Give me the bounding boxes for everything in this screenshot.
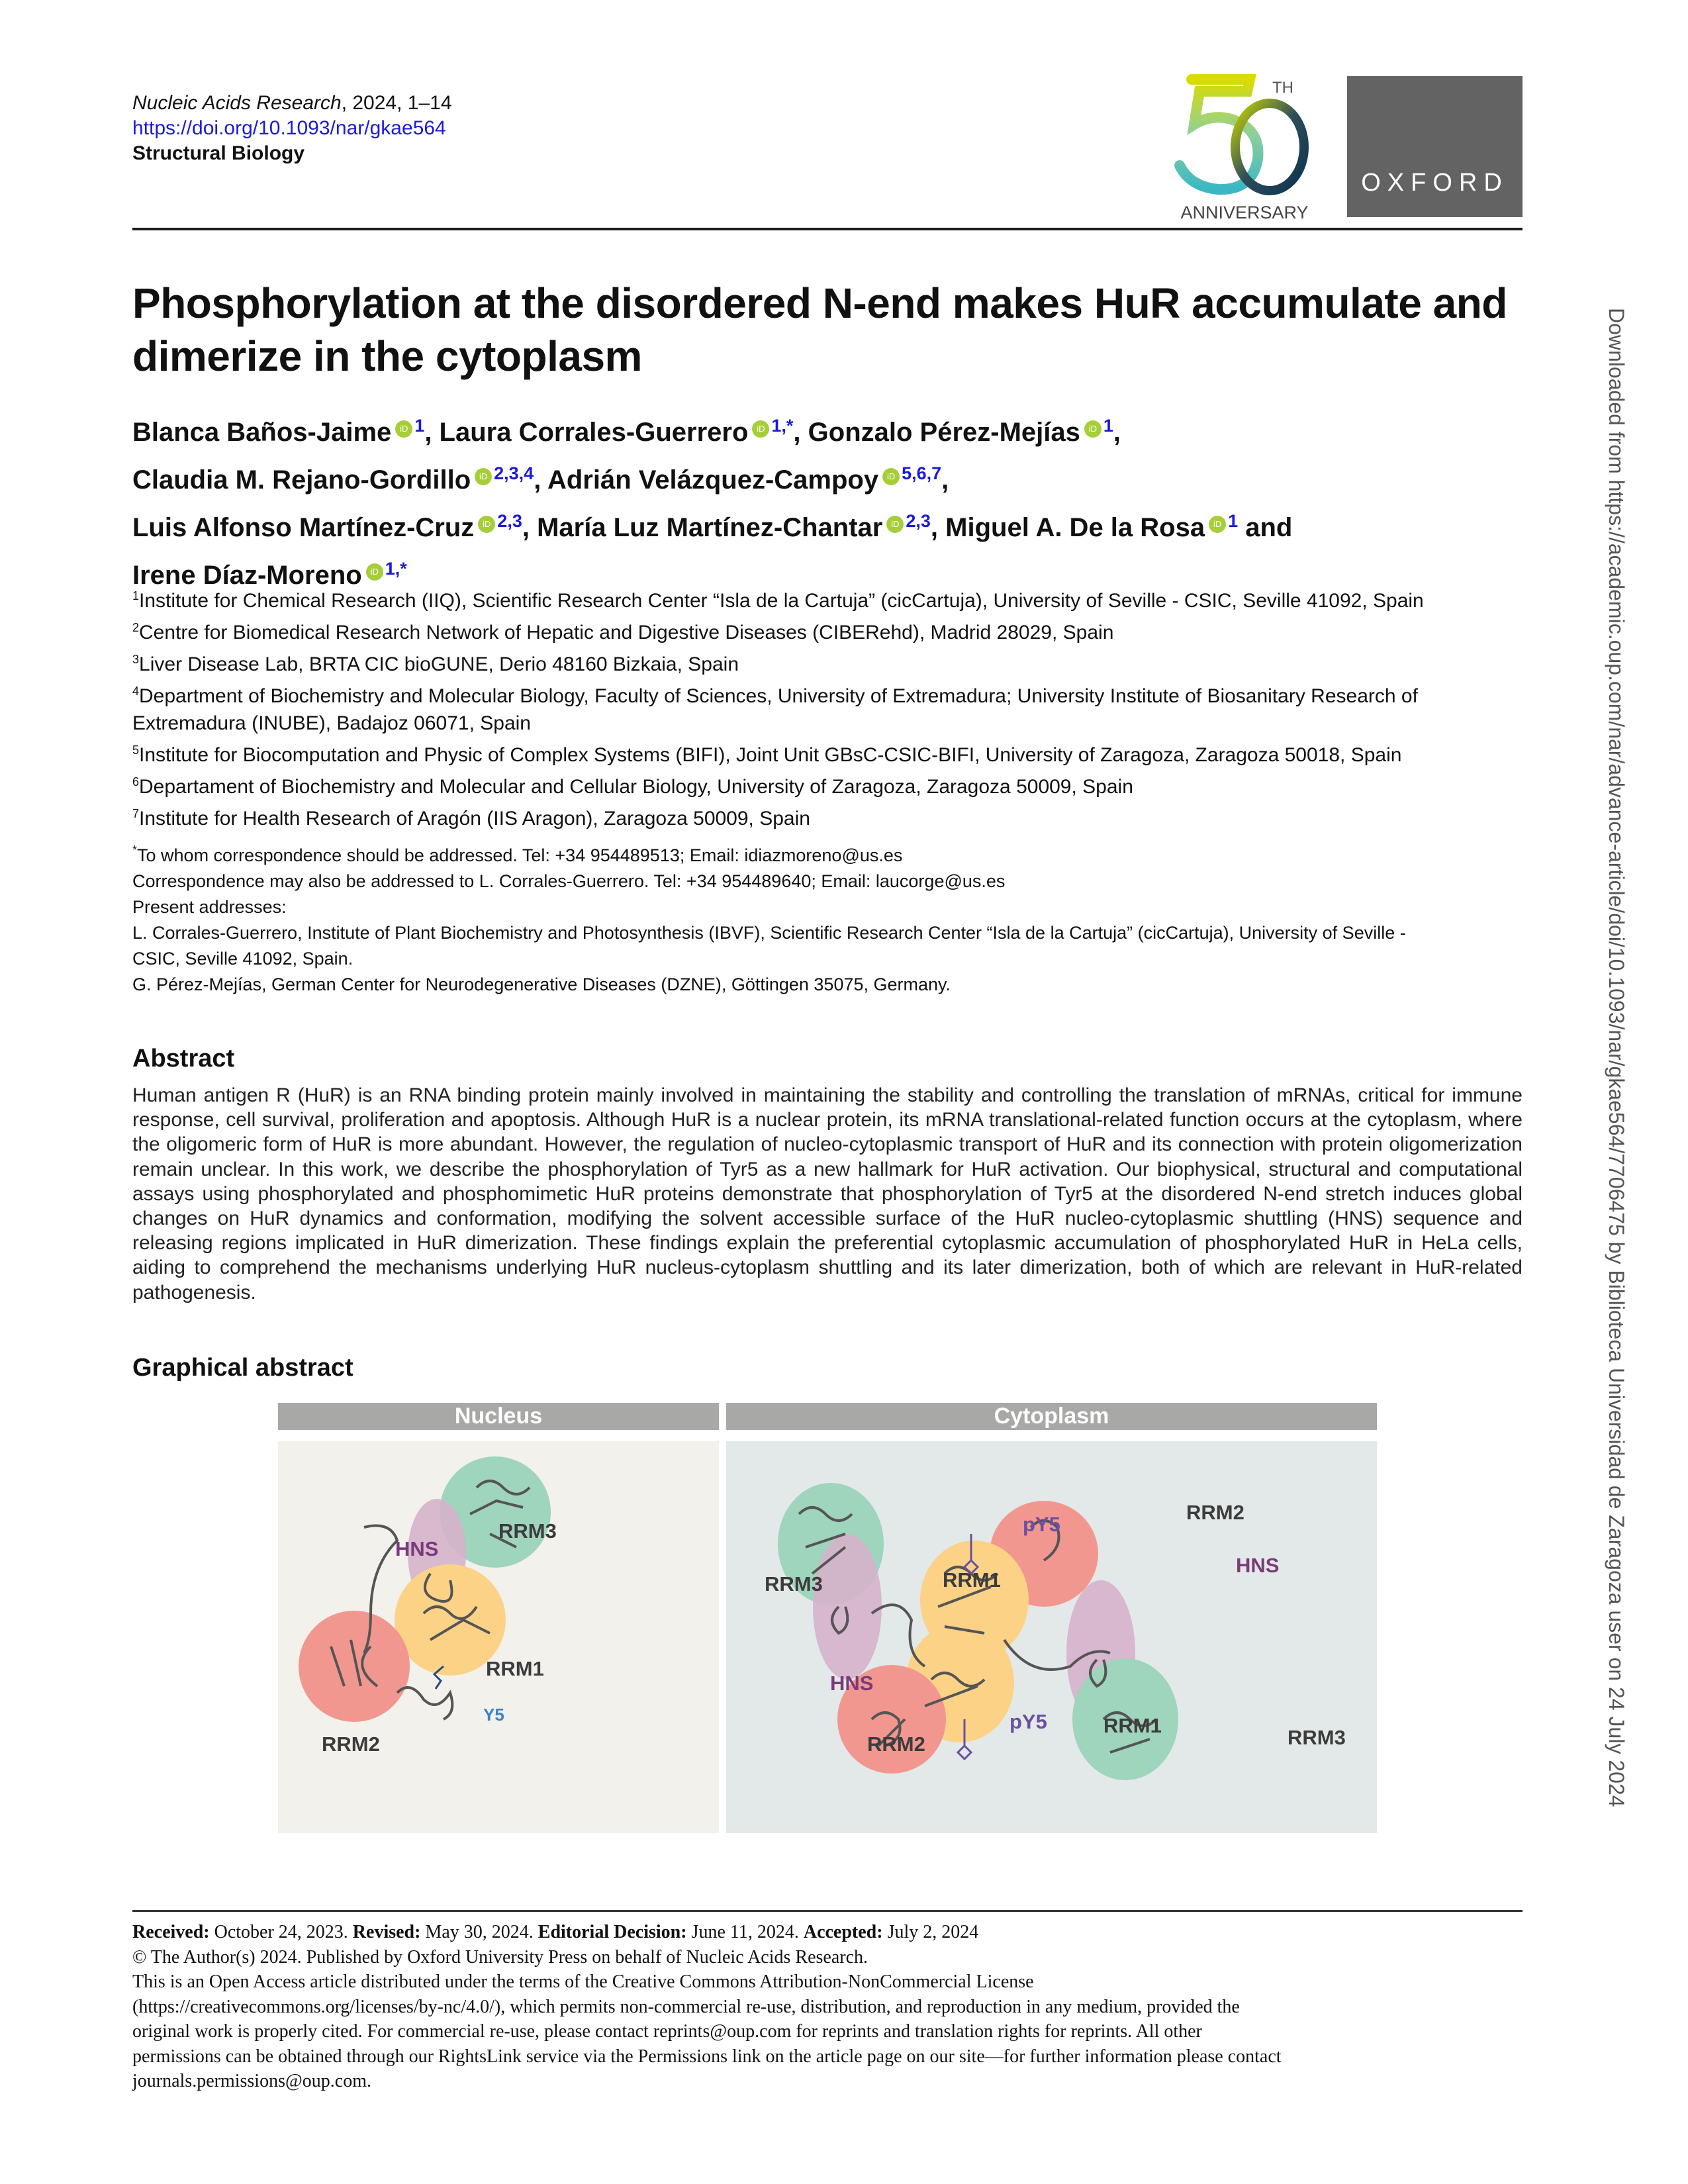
- affiliation-text: Institute for Biocomputation and Physic of Complex Systems (BIFI), Joint Unit GBsC-CSIC-BIFI, University of Zaragoza, Zaragoza 50018, Spain: [139, 744, 1402, 766]
- author-affiliation-marker[interactable]: 1,*: [771, 416, 794, 436]
- orcid-icon[interactable]: iD: [752, 420, 769, 438]
- author-separator: ,: [941, 465, 949, 495]
- affiliation-item: [132, 614, 1536, 646]
- abstract-heading: Abstract: [132, 1045, 235, 1072]
- author-name: Irene Díaz-Moreno: [132, 561, 362, 590]
- author-list: [132, 405, 1536, 596]
- author-name: Laura Corrales-Guerrero: [439, 418, 749, 447]
- hns-region-a: [813, 1534, 882, 1680]
- label-rrm3-a: RRM3: [765, 1572, 823, 1595]
- author-name: Adrián Velázquez-Campoy: [547, 465, 879, 495]
- affiliation-number: 7: [132, 807, 140, 820]
- correspondence-text: To whom correspondence should be addressed. Tel: +34 954489513; Email: idiazmoreno@us.es: [137, 845, 903, 865]
- author-separator: ,: [424, 418, 440, 447]
- affiliation-item: [132, 646, 1536, 678]
- logo-th: TH: [1272, 79, 1293, 97]
- correspondence-line: [132, 837, 1536, 869]
- author-name: Miguel A. De la Rosa: [945, 513, 1205, 542]
- license-line: permissions can be obtained through our RightsLink service via the Permissions link on the article page on our site—for further information please contact: [132, 2046, 1282, 2067]
- correspondence-line: Correspondence may also be addressed to L. Corrales-Guerrero. Tel: +34 954489640; Email: laucorge@us.es: [132, 871, 1006, 891]
- affiliation-number: 5: [132, 743, 140, 757]
- affiliation-text: Departament of Biochemistry and Molecular and Cellular Biology, University of Zaragoza, Zaragoza 50009, Spain: [139, 776, 1133, 798]
- label-rrm1-b: RRM1: [1103, 1714, 1162, 1737]
- journal-citation: [132, 91, 452, 115]
- author-separator: ,: [534, 465, 547, 495]
- orcid-icon[interactable]: iD: [395, 420, 412, 438]
- license-line: (https://creativecommons.org/licenses/by-nc/4.0/), which permits non-commercial re-use, distribution, and reproduction in any medium, provided the: [132, 1996, 1240, 2017]
- affiliation-number: 3: [132, 653, 140, 666]
- affiliation-item: [132, 678, 1536, 737]
- graphical-abstract-heading: Graphical abstract: [132, 1354, 353, 1382]
- article-footer: [132, 1920, 1523, 2094]
- author-affiliation-marker[interactable]: 1: [1103, 416, 1113, 436]
- label-rrm1: RRM1: [486, 1657, 544, 1680]
- label-hns-a: HNS: [1236, 1554, 1280, 1577]
- affiliation-item: [132, 737, 1536, 769]
- affiliation-number: 6: [132, 775, 140, 788]
- received-date: October 24, 2023.: [209, 1922, 353, 1942]
- cytoplasm-panel: [726, 1441, 1377, 1833]
- author-affiliation-marker[interactable]: 1: [414, 416, 425, 436]
- orcid-icon[interactable]: iD: [886, 516, 904, 533]
- journal-name: Nucleic Acids Research: [132, 92, 342, 114]
- orcid-icon[interactable]: iD: [1209, 516, 1226, 533]
- author-separator: ,: [1113, 418, 1121, 447]
- rrm2-domain: [299, 1611, 410, 1722]
- article-dates: [132, 1920, 1523, 1945]
- label-rrm2: RRM2: [322, 1733, 380, 1756]
- author-affiliation-marker[interactable]: 1,*: [385, 559, 407, 579]
- article-title: Phosphorylation at the disordered N-end makes HuR accumulate and dimerize in the cytoplasm: [132, 279, 1507, 380]
- affiliation-text: Institute for Health Research of Aragón (IIS Aragon), Zaragoza 50009, Spain: [139, 808, 810, 830]
- author-affiliation-marker[interactable]: 1: [1228, 511, 1239, 531]
- affiliation-number: 1: [132, 589, 140, 602]
- author-affiliation-marker[interactable]: 2,3: [497, 511, 522, 531]
- label-hns-b: HNS: [830, 1672, 874, 1695]
- orcid-icon[interactable]: iD: [1084, 420, 1102, 438]
- label-rrm2-b: RRM2: [867, 1733, 925, 1756]
- nucleus-panel-title: Nucleus: [278, 1403, 719, 1430]
- revised-label: Revised:: [352, 1922, 421, 1942]
- abstract-body: Human antigen R (HuR) is an RNA binding protein mainly involved in maintaining the stability and controlling the translation of mRNAs, critical for immune response, cell survival, proliferation and apoptosis. Although HuR is a nuclear protein, its mRNA translational-related function occurs at the cytoplasm, where the oligomeric form of HuR is more abundant. However, the regulation of nucleo-cytoplasmic transport of HuR and its connection with protein oligomerization remain unclear. In this work, we describe the phosphorylation of Tyr5 as a new hallmark for HuR activation. Our biophysical, structural and computational assays using phosphorylated and phosphomimetic HuR proteins demonstrate that phosphorylation of Tyr5 at the disordered N-end stretch induces global changes on HuR dynamics and conformation, modifying the solvent accessible surface of the HuR nucleo-cytoplasmic shuttling (HNS) sequence and releasing regions implicated in HuR dimerization. These findings explain the preferential cytoplasmic accumulation of phosphorylated HuR in HeLa cells, aiding to comprehend the mechanisms underlying HuR nucleus-cytoplasm shuttling and its later dimerization, both of which are relevant in HuR-related pathogenesis.: [132, 1084, 1523, 1304]
- author-name: Blanca Baños-Jaime: [132, 418, 392, 447]
- label-py5-a: pY5: [1023, 1513, 1060, 1536]
- affiliation-text: Department of Biochemistry and Molecular Biology, Faculty of Sciences, University of Extremadura; University Institute of Biosanitary Research of Extremadura (INUBE), Badajoz 06071, Spain: [132, 685, 1418, 734]
- accepted-label: Accepted:: [803, 1922, 883, 1942]
- decision-date: June 11, 2024.: [686, 1922, 804, 1942]
- author-name: Claudia M. Rejano-Gordillo: [132, 465, 471, 495]
- label-rrm3: RRM3: [498, 1519, 557, 1543]
- affiliation-text: Liver Disease Lab, BRTA CIC bioGUNE, Derio 48160 Bizkaia, Spain: [139, 653, 739, 675]
- decision-label: Editorial Decision:: [538, 1922, 687, 1942]
- nucleus-panel: [278, 1441, 719, 1833]
- affiliation-number: 4: [132, 685, 140, 698]
- footer-divider: [132, 1910, 1523, 1912]
- label-py5-b: pY5: [1009, 1710, 1047, 1733]
- label-rrm1-a: RRM1: [943, 1568, 1001, 1591]
- anniversary-logo: [1165, 73, 1324, 222]
- license-line: journals.permissions@oup.com.: [132, 2071, 371, 2091]
- author-separator: ,: [930, 513, 946, 542]
- orcid-icon[interactable]: iD: [478, 516, 495, 533]
- copyright: © The Author(s) 2024. Published by Oxford University Press on behalf of Nucleic Acids Research.: [132, 1946, 868, 1968]
- orcid-icon[interactable]: iD: [366, 563, 383, 581]
- author-affiliation-marker[interactable]: 2,3: [906, 511, 931, 531]
- corresponding-star: *: [132, 843, 138, 857]
- affiliations: [132, 583, 1536, 832]
- author-name: Gonzalo Pérez-Mejías: [808, 418, 1080, 447]
- affiliation-item: [132, 800, 1536, 832]
- affiliation-item: [132, 769, 1536, 800]
- download-note: Downloaded from https://academic.oup.com/nar/advance-article/doi/10.1093/nar/gkae564/7706475 by Biblioteca Universidad de Zaragoza user on 24 July 2024: [1605, 308, 1628, 1807]
- present-addresses-label: Present addresses:: [132, 897, 287, 917]
- journal-volume-pages: , 2024, 1–14: [341, 92, 452, 114]
- label-y5: Y5: [483, 1705, 504, 1725]
- present-address: L. Corrales-Guerrero, Institute of Plant Biochemistry and Photosynthesis (IBVF), Scientific Research Center “Isla de la Cartuja” (cicCartuja), University of Seville - CSIC, Seville 41092, Spain.: [132, 923, 1406, 969]
- orcid-icon[interactable]: iD: [882, 468, 900, 485]
- license-line: original work is properly cited. For commercial re-use, please contact reprints@oup.com for reprints and translation rights for reprints. All other: [132, 2021, 1202, 2042]
- present-address: G. Pérez-Mejías, German Center for Neurodegenerative Diseases (DZNE), Göttingen 35075, Germany.: [132, 974, 951, 994]
- article-section: Structural Biology: [132, 142, 305, 164]
- oxford-logo: [1347, 76, 1523, 217]
- label-rrm2-a: RRM2: [1186, 1501, 1244, 1524]
- received-label: Received:: [132, 1922, 210, 1942]
- cytoplasm-panel-title: Cytoplasm: [726, 1403, 1377, 1430]
- author-affiliation-marker[interactable]: 5,6,7: [902, 463, 942, 483]
- logo-anniversary: ANNIVERSARY: [1180, 203, 1309, 222]
- author-affiliation-marker[interactable]: 2,3,4: [494, 463, 534, 483]
- nucleus-illustration: [278, 1441, 719, 1833]
- oxford-logo-text: OXFORD: [1361, 169, 1509, 197]
- correspondence: [132, 837, 1536, 998]
- author-name: Luis Alfonso Martínez-Cruz: [132, 513, 475, 542]
- affiliation-text: Centre for Biomedical Research Network of Hepatic and Digestive Diseases (CIBERehd), Madrid 28029, Spain: [139, 622, 1114, 643]
- author-name: María Luz Martínez-Chantar: [537, 513, 883, 542]
- author-separator: and: [1238, 513, 1293, 542]
- doi-link[interactable]: https://doi.org/10.1093/nar/gkae564: [132, 117, 446, 139]
- affiliation-text: Institute for Chemical Research (IIQ), Scientific Research Center “Isla de la Cartuja” (cicCartuja), University of Seville - CSIC, Seville 41092, Spain: [139, 590, 1424, 612]
- cytoplasm-illustration: [726, 1441, 1377, 1833]
- header-divider: [132, 228, 1523, 230]
- revised-date: May 30, 2024.: [420, 1922, 538, 1942]
- label-rrm3-b: RRM3: [1288, 1726, 1346, 1749]
- author-separator: ,: [522, 513, 538, 542]
- license-line: This is an Open Access article distributed under the terms of the Creative Commons Attribution-NonCommercial License: [132, 1971, 1034, 1992]
- label-hns: HNS: [395, 1537, 439, 1560]
- author-separator: ,: [793, 418, 808, 447]
- accepted-date: July 2, 2024: [882, 1922, 979, 1942]
- orcid-icon[interactable]: iD: [475, 468, 492, 485]
- affiliation-number: 2: [132, 621, 140, 634]
- affiliation-item: [132, 583, 1536, 614]
